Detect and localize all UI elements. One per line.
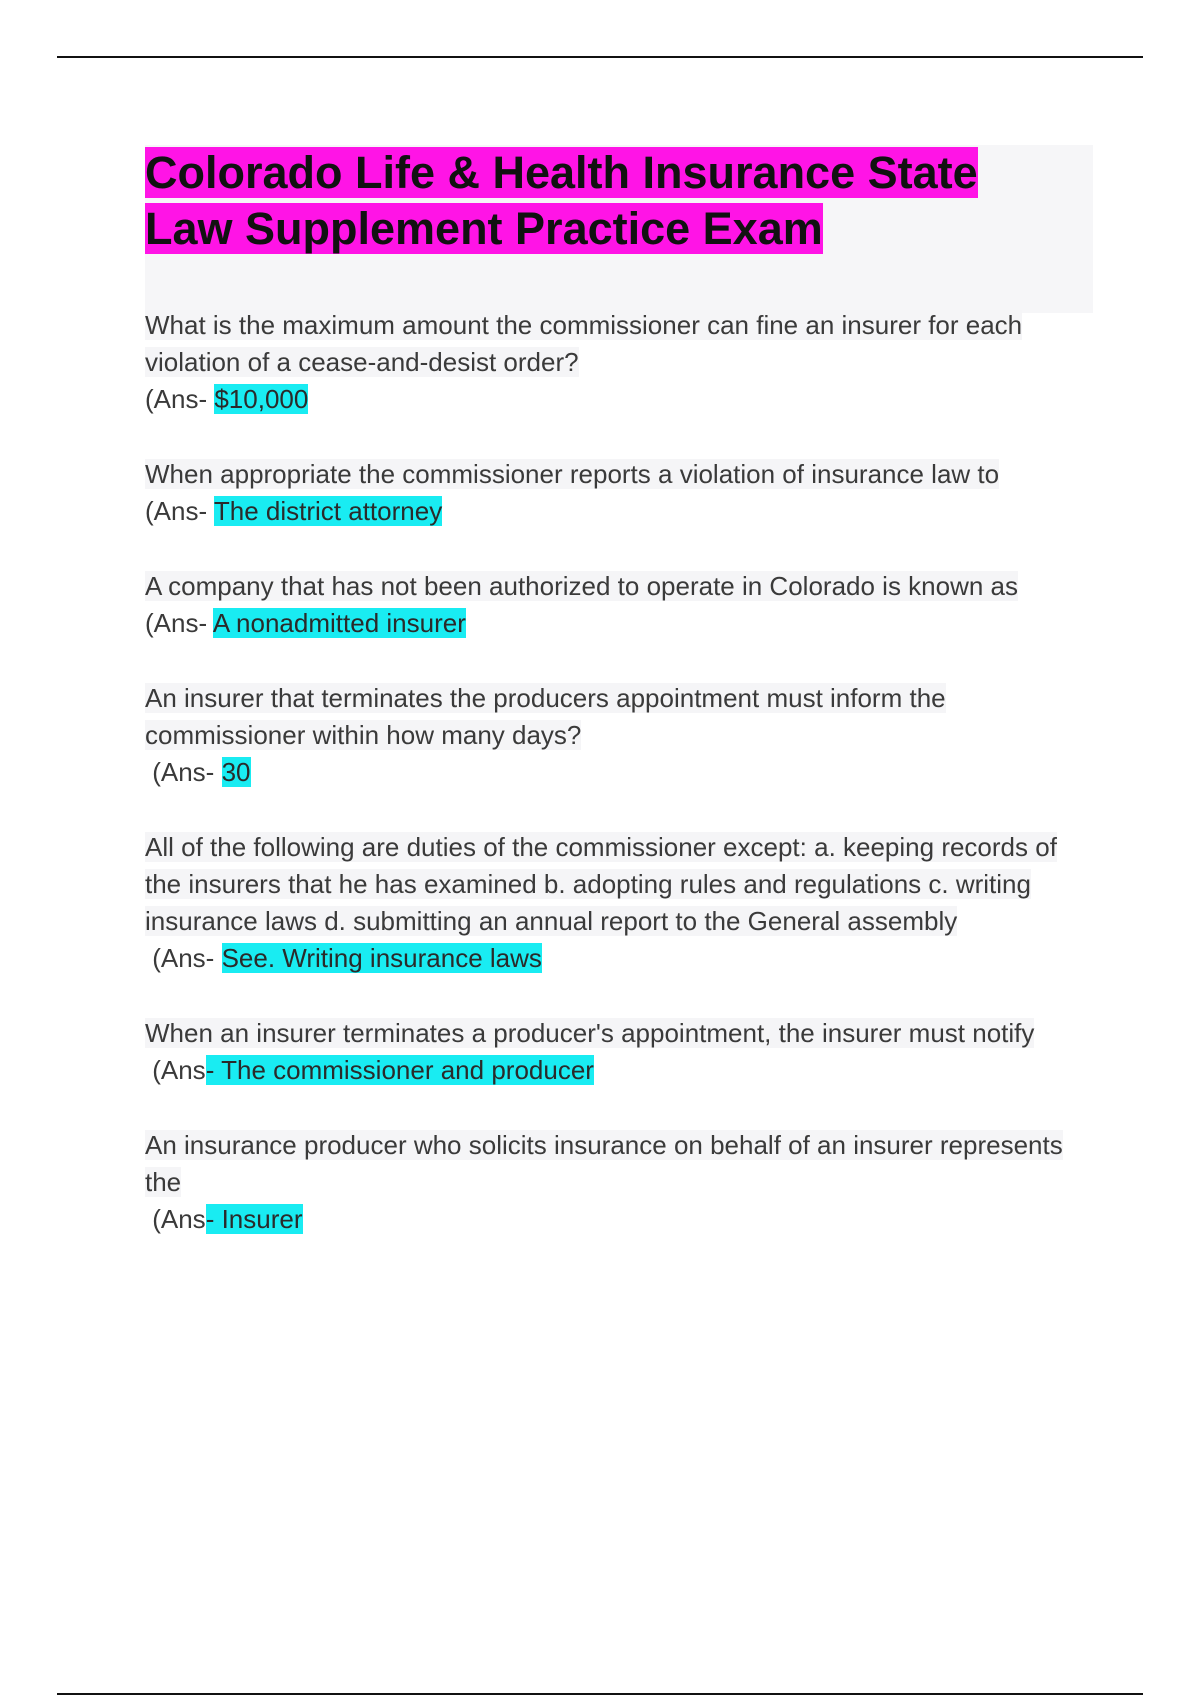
- answer-line: [145, 1201, 1085, 1238]
- answer-prefix: (Ans: [145, 1204, 206, 1234]
- answer-prefix: (Ans-: [145, 757, 222, 787]
- qa-item: [145, 568, 1085, 642]
- answer-highlight: - The commissioner and producer: [205, 1055, 594, 1085]
- question-text: What is the maximum amount the commissioner can fine an insurer for each violation of a cease-and-desist order?: [145, 310, 1023, 377]
- answer-highlight: 30: [221, 757, 251, 787]
- answer-prefix: (Ans: [145, 1055, 206, 1085]
- qa-item: [145, 307, 1085, 418]
- qa-item: [145, 680, 1085, 791]
- qa-item: [145, 456, 1085, 530]
- answer-prefix: (Ans-: [145, 608, 213, 638]
- answer-line: [145, 1052, 1085, 1089]
- answer-highlight: - Insurer: [205, 1204, 303, 1234]
- answer-prefix: (Ans-: [145, 384, 215, 414]
- answer-highlight: A nonadmitted insurer: [212, 608, 466, 638]
- question-text: When appropriate the commissioner reports a violation of insurance law to: [145, 459, 1000, 489]
- question-text: An insurer that terminates the producers appointment must inform the commissioner within how many days?: [145, 683, 946, 750]
- qa-item: [145, 829, 1085, 977]
- answer-line: [145, 493, 1085, 530]
- question-text: All of the following are duties of the commissioner except: a. keeping records of the insurers that he has examined b. adopting rules and regulations c. writing insurance laws d. submitting an annual report to the General assembly: [145, 832, 1057, 936]
- qa-list: [145, 307, 1085, 1276]
- question-text: An insurance producer who solicits insurance on behalf of an insurer represents the: [145, 1130, 1063, 1197]
- title-highlight: Colorado Life & Health Insurance State Law Supplement Practice Exam: [145, 147, 978, 254]
- qa-item: [145, 1127, 1085, 1238]
- question-text: When an insurer terminates a producer's appointment, the insurer must notify: [145, 1018, 1035, 1048]
- answer-highlight: $10,000: [214, 384, 309, 414]
- qa-item: [145, 1015, 1085, 1089]
- page-bottom-rule: [57, 1693, 1143, 1695]
- answer-line: [145, 605, 1085, 642]
- answer-line: [145, 940, 1085, 977]
- answer-line: [145, 381, 1085, 418]
- question-text: A company that has not been authorized to operate in Colorado is known as: [145, 571, 1019, 601]
- document-title: [145, 145, 1045, 257]
- answer-highlight: See. Writing insurance laws: [221, 943, 542, 973]
- answer-line: [145, 754, 1085, 791]
- answer-prefix: (Ans-: [145, 943, 222, 973]
- answer-highlight: The district attorney: [213, 496, 443, 526]
- title-block: [145, 145, 1093, 313]
- page-top-rule: [57, 56, 1143, 58]
- answer-prefix: (Ans-: [145, 496, 214, 526]
